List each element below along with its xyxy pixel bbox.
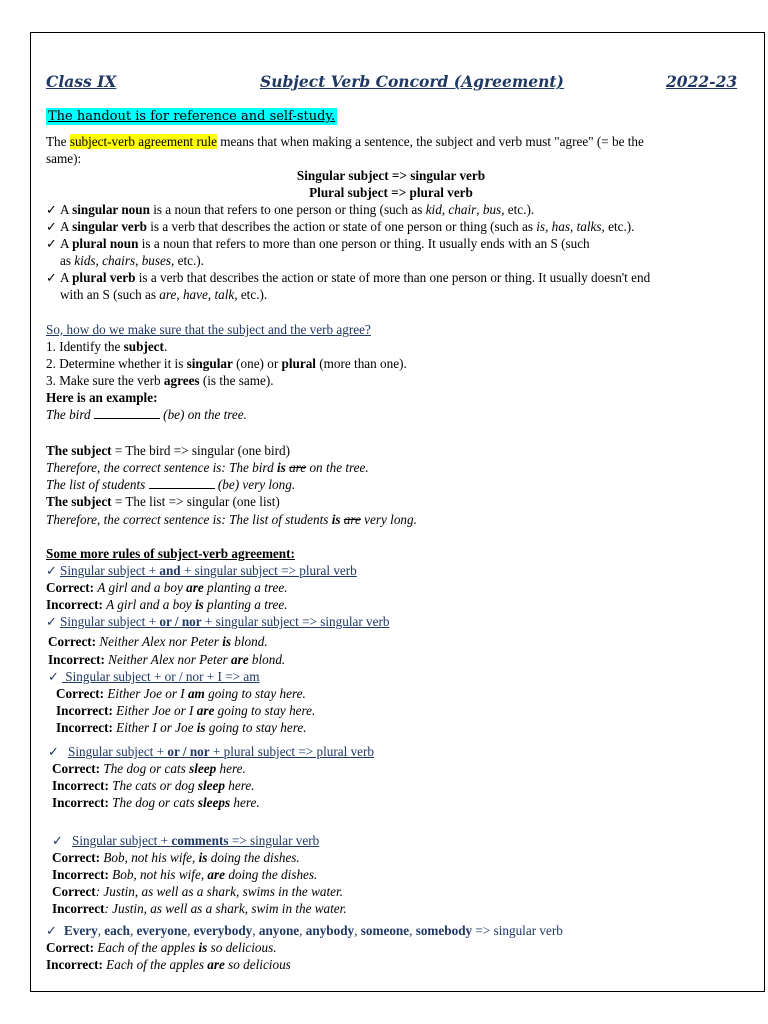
def-plural-noun: ✓ A plural noun is a noun that refers to more than one person or thing. It usually ends with an S (such xyxy=(46,236,590,251)
rule-or-nor-correct: Correct: Neither Alex nor Peter is blond. xyxy=(48,634,268,649)
rule-and: ✓ Singular subject + and + singular subject => plural verb xyxy=(46,563,357,578)
rule-indefinite: ✓ Every, each, everyone, everybody, anyone, anybody, someone, somebody => singular verb xyxy=(46,923,563,938)
rule-plural: Plural subject => plural verb xyxy=(309,185,473,200)
rule-or-nor-i: ✓ Singular subject + or / nor + I => am xyxy=(48,669,260,684)
def-singular-noun: ✓ A singular noun is a noun that refers to one person or thing (such as kid, chair, bus, etc.). xyxy=(46,202,535,217)
step-1: 1. Identify the subject. xyxy=(46,339,168,354)
year-label: 2022-23 xyxy=(666,72,738,91)
rule-comments-incorrect-2: Incorrect: Justin, as well as a shark, swim in the water. xyxy=(52,901,347,916)
rule-plural-subject: ✓ Singular subject + or / nor + plural subject => plural verb xyxy=(48,744,375,759)
example-heading: Here is an example: xyxy=(46,390,158,405)
rule-or-nor: ✓ Singular subject + or / nor + singular subject => singular verb xyxy=(46,614,390,629)
highlighted-term: subject-verb agreement rule xyxy=(69,134,217,149)
intro-line-2: same): xyxy=(46,151,82,166)
check-icon: ✓ xyxy=(46,923,58,938)
rule-and-incorrect: Incorrect: A girl and a boy is planting a tree. xyxy=(46,597,288,612)
def-plural-verb-cont: with an S (such as are, have, talk, etc.). xyxy=(60,287,268,302)
rule-indefinite-correct: Correct: Each of the apples is so delicious. xyxy=(46,940,277,955)
handout-note: The handout is for reference and self-study. xyxy=(48,109,336,124)
subject-1: The subject = The bird => singular (one bird) xyxy=(46,443,291,458)
rule-plural-incorrect-1: Incorrect: The cats or dog sleep here. xyxy=(52,778,255,793)
def-plural-verb: ✓ A plural verb is a verb that describes the action or state of more than one person or thing. It usually doesn't end xyxy=(46,270,651,285)
check-icon: ✓ xyxy=(46,219,58,234)
rule-comments: ✓ Singular subject + comments => singular verb xyxy=(52,833,320,848)
rule-comments-incorrect: Incorrect: Bob, not his wife, are doing the dishes. xyxy=(52,867,318,882)
check-icon: ✓ xyxy=(48,744,60,759)
rule-and-correct: Correct: A girl and a boy are planting a tree. xyxy=(46,580,288,595)
blank-line xyxy=(149,477,215,489)
check-icon: ✓ xyxy=(46,202,58,217)
example-2: The list of students (be) very long. xyxy=(46,477,296,492)
subject-2: The subject = The list => singular (one list) xyxy=(46,494,280,509)
blank-line xyxy=(94,407,160,419)
page-title: Subject Verb Concord (Agreement) xyxy=(260,72,564,91)
rule-plural-correct: Correct: The dog or cats sleep here. xyxy=(52,761,246,776)
def-plural-noun-cont: as kids, chairs, buses, etc.). xyxy=(60,253,204,268)
rule-or-nor-incorrect: Incorrect: Neither Alex nor Peter are blond. xyxy=(48,652,286,667)
check-icon: ✓ xyxy=(46,236,58,251)
rule-indefinite-incorrect: Incorrect: Each of the apples are so delicious xyxy=(46,957,291,972)
rule-i-incorrect-2: Incorrect: Either I or Joe is going to stay here. xyxy=(56,720,307,735)
check-icon: ✓ xyxy=(52,833,64,848)
rule-i-correct: Correct: Either Joe or I am going to stay here. xyxy=(56,686,306,701)
rule-plural-incorrect-2: Incorrect: The dog or cats sleeps here. xyxy=(52,795,260,810)
rule-comments-correct-2: Correct: Justin, as well as a shark, swims in the water. xyxy=(52,884,343,899)
rule-singular: Singular subject => singular verb xyxy=(296,168,486,183)
example-1: The bird (be) on the tree. xyxy=(46,407,247,422)
therefore-2: Therefore, the correct sentence is: The list of students is are very long. xyxy=(46,512,417,527)
therefore-1: Therefore, the correct sentence is: The bird is are on the tree. xyxy=(46,460,369,475)
step-3: 3. Make sure the verb agrees (is the same). xyxy=(46,373,274,388)
def-singular-verb: ✓ A singular verb is a verb that describes the action or state of one person or thing (such as is, has, talks, etc.). xyxy=(46,219,635,234)
more-rules-heading: Some more rules of subject-verb agreement: xyxy=(46,546,295,561)
how-question: So, how do we make sure that the subject and the verb agree? xyxy=(46,322,371,337)
rule-i-incorrect-1: Incorrect: Either Joe or I are going to stay here. xyxy=(56,703,316,718)
step-2: 2. Determine whether it is singular (one) or plural (more than one). xyxy=(46,356,407,371)
check-icon: ✓ xyxy=(46,563,58,578)
check-icon: ✓ xyxy=(48,669,60,684)
check-icon: ✓ xyxy=(46,614,58,629)
class-label: Class IX xyxy=(46,72,117,91)
intro-line-1: The subject-verb agreement rule means that when making a sentence, the subject and verb must "agree" (= be the xyxy=(46,134,644,149)
check-icon: ✓ xyxy=(46,270,58,285)
rule-comments-correct: Correct: Bob, not his wife, is doing the dishes. xyxy=(52,850,300,865)
